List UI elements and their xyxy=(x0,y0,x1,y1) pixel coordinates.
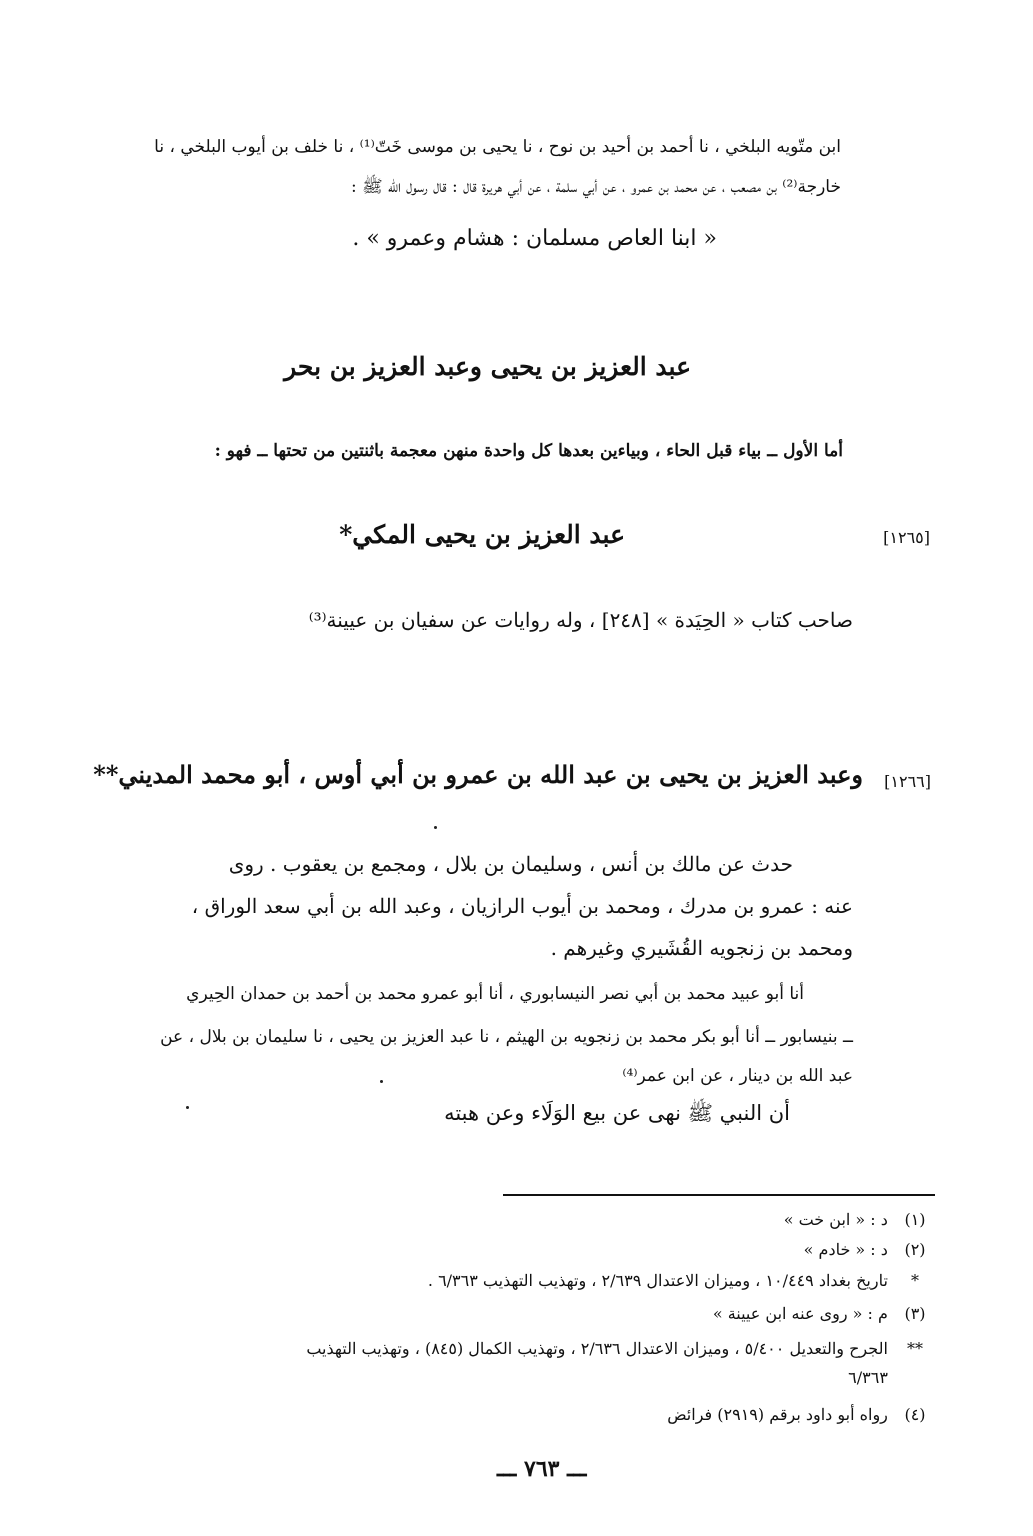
entry-text: صاحب كتاب « الحِيَدة » [٢٤٨] ، وله روايات عن سفيان بن عيينة⁽³⁾ xyxy=(308,608,853,632)
section-intro: أما الأول ــ بياء قبل الحاء ، وبياءين بعدها كل واحدة منهن معجمة باثنتين من تحتها ــ فهو : xyxy=(214,441,843,461)
footnote-text: الجرح والتعديل ٥/٤٠٠ ، وميزان الاعتدال ٢/٦٣٦ ، وتهذيب الكمال (٨٤٥) ، وتهذيب التهذيب xyxy=(306,1339,888,1358)
isnad-line: عبد الله بن دينار ، عن ابن عمر⁽⁴⁾ xyxy=(622,1066,853,1086)
footnote xyxy=(804,1240,937,1259)
scan-speck xyxy=(380,1080,383,1083)
footnote xyxy=(713,1304,937,1323)
page-number: ـــ ٧٦٣ ـــ xyxy=(497,1456,587,1482)
footnote-marker: ** xyxy=(907,1339,923,1358)
footnote-continuation xyxy=(848,1368,937,1387)
footnote-marker: * xyxy=(911,1271,919,1290)
text-line: « ابنا العاص مسلمان : هشام وعمرو » . xyxy=(352,226,717,251)
footnote-marker: (٤) xyxy=(904,1405,926,1424)
footnote-text: رواه أبو داود برقم (٢٩١٩) فرائض xyxy=(667,1405,888,1424)
entry-name: عبد العزيز بن يحيى المكي* xyxy=(339,520,625,549)
hadith-text: أن النبي ﷺ نهى عن بيع الوَلَاء وعن هبته xyxy=(444,1101,790,1125)
entry-number: [١٢٦٥] xyxy=(883,528,930,547)
entry-name: وعبد العزيز بن يحيى بن عبد الله بن عمرو بن أبي أوس ، أبو محمد المديني** xyxy=(93,760,863,789)
footnote-text: ٦/٣٦٣ xyxy=(848,1368,888,1387)
entry-number: [١٢٦٦] xyxy=(884,772,931,791)
text-line: خارجة⁽²⁾ بن مصعب ، عن محمد بن عمرو ، عن أبي سلمة ، عن أبي هريرة قال : قال رسول الله ﷺ : xyxy=(350,177,841,197)
footnote-marker: (٣) xyxy=(904,1304,926,1323)
scan-speck xyxy=(434,826,437,829)
text-line: حدث عن مالك بن أنس ، وسليمان بن بلال ، ومجمع بن يعقوب . روى xyxy=(228,852,793,876)
footnote-text: تاريخ بغداد ١٠/٤٤٩ ، وميزان الاعتدال ٢/٦٣٩ ، وتهذيب التهذيب ٦/٣٦٣ . xyxy=(427,1271,888,1290)
footnote-text: م : « روى عنه ابن عيينة » xyxy=(712,1304,888,1323)
footnote xyxy=(667,1405,937,1424)
text-line: ابن متّويه البلخي ، نا أحمد بن أحيد بن نوح ، نا يحيى بن موسى خَتّ⁽¹⁾ ، نا خلف بن أيوب البلخي ، نا xyxy=(154,137,841,157)
text-line: ومحمد بن زنجويه القُشَيري وغيرهم . xyxy=(550,936,853,960)
isnad-line: ــ بنيسابور ــ أنا أبو بكر محمد بن زنجويه بن الهيثم ، نا عبد العزيز بن يحيى ، نا سليمان بن بلال ، عن xyxy=(160,1027,853,1047)
footnote-marker: (١) xyxy=(904,1210,926,1229)
footnote-text: د : « ابن خت » xyxy=(783,1210,888,1229)
text-line: عنه : عمرو بن مدرك ، ومحمد بن أيوب الرازيان ، وعبد الله بن أبي سعد الوراق ، xyxy=(191,894,853,918)
footnote-marker: (٢) xyxy=(904,1240,926,1259)
scan-speck xyxy=(186,1106,189,1109)
footnote xyxy=(428,1271,937,1290)
footnote xyxy=(306,1339,937,1358)
footnote xyxy=(784,1210,937,1229)
section-title: عبد العزيز بن يحيى وعبد العزيز بن بحر xyxy=(284,352,691,381)
footnote-text: د : « خادم » xyxy=(803,1240,888,1259)
footnote-separator xyxy=(503,1194,935,1196)
isnad-line: أنا أبو عبيد محمد بن أبي نصر النيسابوري ، أنا أبو عمرو محمد بن أحمد بن حمدان الحِيري xyxy=(186,984,804,1004)
